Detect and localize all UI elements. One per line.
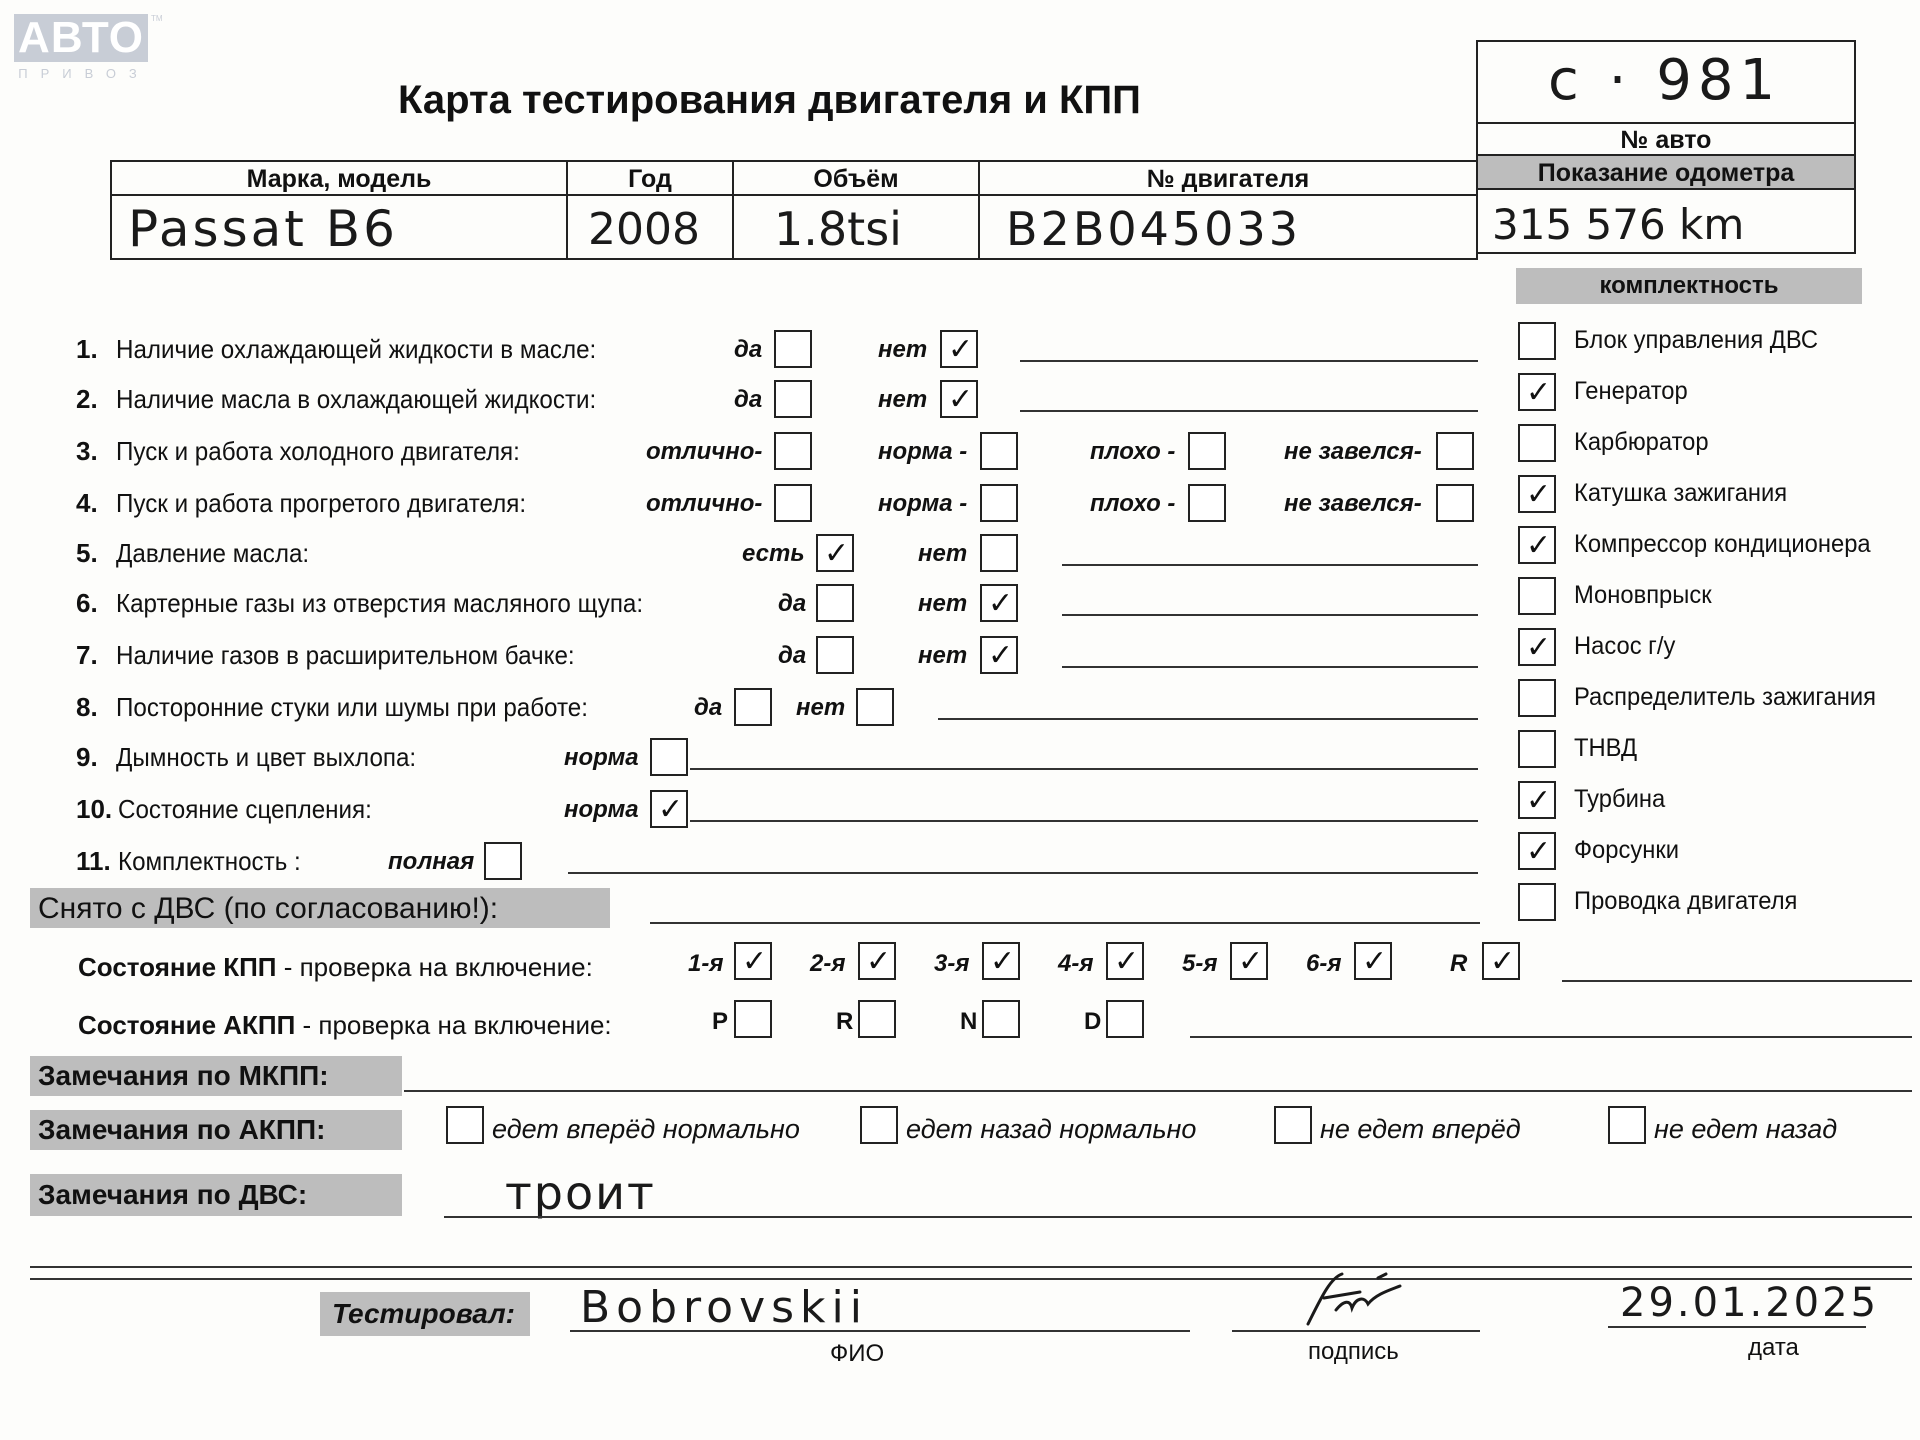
- logo-tm: ТМ: [151, 14, 163, 23]
- completeness-label: Блок управления ДВС: [1574, 326, 1819, 354]
- item-text: Давление масла:: [116, 538, 310, 568]
- option-checkbox[interactable]: [774, 380, 812, 418]
- akpp-remark-label: едет назад нормально: [906, 1114, 1197, 1144]
- item-number: 8.: [76, 692, 98, 722]
- completeness-label: Компрессор кондиционера: [1574, 530, 1871, 558]
- item-number: 7.: [76, 640, 98, 670]
- volume-header: [732, 160, 980, 196]
- kpp-gear-label: 6-я: [1306, 950, 1342, 977]
- car-number-label-cell: [1476, 122, 1856, 156]
- remarks-mkpp-section: [30, 1056, 402, 1096]
- signature: [1290, 1270, 1420, 1334]
- make-label: Марка, модель: [246, 165, 432, 193]
- date-caption: дата: [1748, 1334, 1799, 1361]
- name-caption: ФИО: [830, 1340, 885, 1367]
- check-mark: ✓: [866, 945, 892, 978]
- remarks-dvs-section: [30, 1174, 402, 1216]
- check-mark: ✓: [1238, 945, 1264, 978]
- option-checkbox[interactable]: [816, 584, 854, 622]
- completeness-label: Форсунки: [1574, 836, 1680, 864]
- year-cell: [566, 194, 734, 260]
- item-answer-line: [1020, 360, 1478, 362]
- completeness-checkbox[interactable]: [1518, 883, 1556, 921]
- option-label: не завелся-: [1284, 438, 1422, 465]
- kpp-line: [1562, 980, 1912, 982]
- option-label: да: [778, 642, 807, 669]
- completeness-checkbox[interactable]: [1518, 628, 1556, 666]
- option-label: норма: [564, 744, 639, 771]
- check-mark: ✓: [658, 793, 684, 826]
- option-label: нет: [796, 694, 846, 721]
- engine-value: B2B045033: [1006, 202, 1301, 256]
- kpp-gear-label: 2-я: [810, 950, 846, 977]
- item-number: 1.: [76, 334, 98, 364]
- check-mark: ✓: [1526, 478, 1552, 511]
- check-mark: ✓: [742, 945, 768, 978]
- kpp-gear-label: R: [1450, 950, 1468, 977]
- option-checkbox[interactable]: [980, 584, 1018, 622]
- engine-header: [978, 160, 1478, 196]
- engine-label: № двигателя: [1146, 165, 1310, 193]
- option-checkbox[interactable]: [734, 688, 772, 726]
- item-number: 3.: [76, 436, 98, 466]
- remarks-mkpp-label: Замечания по МКПП:: [38, 1060, 329, 1091]
- remarks-dvs-value: троит: [505, 1166, 656, 1220]
- check-mark: ✓: [824, 537, 850, 570]
- option-label: нет: [878, 386, 928, 413]
- option-label: норма -: [878, 438, 968, 465]
- odometer-header: [1476, 154, 1856, 190]
- option-label: плохо -: [1090, 438, 1176, 465]
- option-checkbox[interactable]: [940, 380, 978, 418]
- option-label: отлично-: [646, 438, 763, 465]
- date-line: [1608, 1326, 1866, 1328]
- item-text: Наличие охлаждающей жидкости в масле:: [116, 334, 597, 364]
- volume-cell: [732, 194, 980, 260]
- item-text: Наличие масла в охлаждающей жидкости:: [116, 384, 597, 414]
- odometer-cell: [1476, 188, 1856, 254]
- check-mark: ✓: [1490, 945, 1516, 978]
- make-value: Passat B6: [128, 200, 398, 258]
- option-checkbox[interactable]: [650, 790, 688, 828]
- completeness-label: Карбюратор: [1574, 428, 1709, 456]
- item-text: Пуск и работа холодного двигателя:: [116, 436, 520, 466]
- signature-line: [1232, 1330, 1480, 1332]
- option-checkbox[interactable]: [816, 534, 854, 572]
- removed-section: [30, 888, 610, 928]
- item-answer-line: [1020, 410, 1478, 412]
- item-number: 9.: [76, 742, 98, 772]
- kpp-gear-checkbox[interactable]: [982, 942, 1020, 980]
- option-checkbox[interactable]: [980, 432, 1018, 470]
- kpp-label-bold: Состояние КПП: [78, 952, 277, 982]
- completeness-label: Моновпрыск: [1574, 581, 1712, 609]
- option-label: да: [778, 590, 807, 617]
- completeness-title: комплектность: [1599, 272, 1779, 299]
- item-text: Картерные газы из отверстия масляного щупа:: [116, 588, 644, 618]
- remarks-extra-line: [30, 1266, 1912, 1268]
- check-mark: ✓: [988, 587, 1014, 620]
- kpp-gear-checkbox[interactable]: [1106, 942, 1144, 980]
- option-label: да: [734, 386, 763, 413]
- completeness-label: Насос г/у: [1574, 632, 1676, 660]
- akpp-remark-label: не едет назад: [1654, 1114, 1838, 1144]
- remarks-akpp-label: Замечания по АКПП:: [38, 1114, 326, 1145]
- option-checkbox[interactable]: [856, 688, 894, 726]
- option-checkbox[interactable]: [484, 842, 522, 880]
- option-checkbox[interactable]: [980, 636, 1018, 674]
- akpp-remark-checkbox[interactable]: [1608, 1106, 1646, 1144]
- akpp-mode-checkbox[interactable]: [858, 1000, 896, 1038]
- completeness-checkbox[interactable]: [1518, 781, 1556, 819]
- completeness-checkbox[interactable]: [1518, 730, 1556, 768]
- removed-line: [650, 922, 1480, 924]
- akpp-label: [78, 1010, 612, 1041]
- make-cell: [110, 194, 568, 260]
- completeness-label: Проводка двигателя: [1574, 887, 1798, 915]
- item-answer-line: [568, 872, 1478, 874]
- car-number-label: № авто: [1620, 126, 1712, 154]
- completeness-checkbox[interactable]: [1518, 424, 1556, 462]
- option-checkbox[interactable]: [774, 330, 812, 368]
- check-mark: ✓: [1362, 945, 1388, 978]
- completeness-checkbox[interactable]: [1518, 475, 1556, 513]
- kpp-gear-label: 4-я: [1058, 950, 1094, 977]
- akpp-mode-checkbox[interactable]: [982, 1000, 1020, 1038]
- akpp-mode-checkbox[interactable]: [1106, 1000, 1144, 1038]
- year-value: 2008: [588, 204, 700, 255]
- odometer-value: 315 576 km: [1492, 200, 1745, 249]
- option-label: есть: [742, 540, 805, 567]
- akpp-remark-label: не едет вперёд: [1320, 1114, 1521, 1144]
- completeness-label: Распределитель зажигания: [1574, 683, 1877, 711]
- engine-cell: [978, 194, 1478, 260]
- option-label: норма: [564, 796, 639, 823]
- kpp-label: [78, 952, 593, 983]
- logo-sub: ПРИВОЗ: [18, 66, 150, 81]
- completeness-checkbox[interactable]: [1518, 577, 1556, 615]
- option-label: не завелся-: [1284, 490, 1422, 517]
- item-text: Наличие газов в расширительном бачке:: [116, 640, 575, 670]
- check-mark: ✓: [948, 383, 974, 416]
- item-number: 11.: [76, 846, 111, 876]
- item-answer-line: [1062, 564, 1478, 566]
- check-mark: ✓: [1526, 784, 1552, 817]
- kpp-gear-checkbox[interactable]: [858, 942, 896, 980]
- year-header: [566, 160, 734, 196]
- option-label: нет: [918, 540, 968, 567]
- check-mark: ✓: [1526, 631, 1552, 664]
- item-number: 5.: [76, 538, 98, 568]
- date-value: 29.01.2025: [1620, 1280, 1880, 1326]
- item-text: Состояние сцепления:: [118, 794, 372, 824]
- check-mark: ✓: [1526, 835, 1552, 868]
- item-number: 4.: [76, 488, 98, 518]
- option-label: отлично-: [646, 490, 763, 517]
- removed-label: Снято с ДВС (по согласованию!):: [38, 892, 499, 925]
- option-label: да: [734, 336, 763, 363]
- item-number: 2.: [76, 384, 98, 414]
- akpp-mode-checkbox[interactable]: [734, 1000, 772, 1038]
- tester-name: Bobrovskii: [580, 1282, 868, 1333]
- check-mark: ✓: [1114, 945, 1140, 978]
- item-text: Комплектность :: [118, 846, 301, 876]
- akpp-label-bold: Состояние АКПП: [78, 1010, 296, 1040]
- check-mark: ✓: [948, 333, 974, 366]
- option-checkbox[interactable]: [1436, 432, 1474, 470]
- option-checkbox[interactable]: [940, 330, 978, 368]
- kpp-gear-label: 1-я: [688, 950, 724, 977]
- completeness-label: Катушка зажигания: [1574, 479, 1788, 507]
- volume-value: 1.8tsi: [774, 202, 902, 256]
- option-label: полная: [388, 848, 475, 875]
- option-checkbox[interactable]: [774, 484, 812, 522]
- completeness-checkbox[interactable]: [1518, 832, 1556, 870]
- item-number: 10.: [76, 794, 113, 824]
- akpp-mode-label: N: [960, 1008, 978, 1035]
- option-checkbox[interactable]: [774, 432, 812, 470]
- akpp-remark-label: едет вперёд нормально: [492, 1114, 800, 1144]
- option-label: нет: [878, 336, 928, 363]
- option-label: плохо -: [1090, 490, 1176, 517]
- signature-caption: подпись: [1308, 1338, 1399, 1365]
- option-checkbox[interactable]: [980, 534, 1018, 572]
- check-mark: ✓: [990, 945, 1016, 978]
- remarks-dvs-label: Замечания по ДВС:: [38, 1179, 308, 1210]
- option-label: нет: [918, 642, 968, 669]
- item-answer-line: [1062, 614, 1478, 616]
- option-checkbox[interactable]: [1188, 432, 1226, 470]
- item-answer-line: [1062, 666, 1478, 668]
- option-checkbox[interactable]: [1436, 484, 1474, 522]
- option-checkbox[interactable]: [980, 484, 1018, 522]
- akpp-mode-label: D: [1084, 1008, 1102, 1035]
- year-label: Год: [628, 165, 672, 193]
- kpp-gear-checkbox[interactable]: [1354, 942, 1392, 980]
- completeness-checkbox[interactable]: [1518, 679, 1556, 717]
- item-answer-line: [938, 718, 1478, 720]
- check-mark: ✓: [1526, 376, 1552, 409]
- option-label: да: [694, 694, 723, 721]
- item-answer-line: [690, 820, 1478, 822]
- completeness-checkbox[interactable]: [1518, 373, 1556, 411]
- kpp-gear-label: 5-я: [1182, 950, 1218, 977]
- volume-label: Объём: [813, 165, 899, 193]
- akpp-mode-label: R: [836, 1008, 854, 1035]
- kpp-gear-checkbox[interactable]: [1230, 942, 1268, 980]
- option-label: нет: [918, 590, 968, 617]
- option-checkbox[interactable]: [1188, 484, 1226, 522]
- tested-label: Тестировал:: [332, 1298, 515, 1329]
- remarks-dvs-line: [444, 1216, 1912, 1218]
- kpp-gear-label: 3-я: [934, 950, 970, 977]
- odometer-label: Показание одометра: [1537, 159, 1795, 187]
- make-header: [110, 160, 568, 196]
- option-checkbox[interactable]: [816, 636, 854, 674]
- completeness-label: ТНВД: [1574, 734, 1638, 762]
- akpp-label-rest: - проверка на включение:: [295, 1010, 612, 1040]
- item-number: 6.: [76, 588, 98, 618]
- completeness-checkbox[interactable]: [1518, 322, 1556, 360]
- remarks-mkpp-line: [404, 1090, 1912, 1092]
- akpp-line: [1190, 1036, 1912, 1038]
- akpp-remark-checkbox[interactable]: [1274, 1106, 1312, 1144]
- item-text: Пуск и работа прогретого двигателя:: [116, 488, 527, 518]
- completeness-header: [1516, 268, 1862, 304]
- completeness-label: Турбина: [1574, 785, 1666, 813]
- kpp-gear-checkbox[interactable]: [1482, 942, 1520, 980]
- kpp-label-rest: - проверка на включение:: [276, 952, 593, 982]
- remarks-akpp-section: [30, 1110, 402, 1150]
- akpp-remark-checkbox[interactable]: [860, 1106, 898, 1144]
- akpp-mode-label: P: [712, 1008, 729, 1035]
- item-text: Дымность и цвет выхлопа:: [116, 742, 417, 772]
- completeness-checkbox[interactable]: [1518, 526, 1556, 564]
- kpp-gear-checkbox[interactable]: [734, 942, 772, 980]
- check-mark: ✓: [1526, 529, 1552, 562]
- tested-section: [320, 1292, 530, 1336]
- logo-main: АВТО: [14, 14, 148, 62]
- logo: [14, 13, 163, 81]
- option-checkbox[interactable]: [650, 738, 688, 776]
- page-title: Карта тестирования двигателя и КПП: [398, 78, 1141, 122]
- check-mark: ✓: [988, 639, 1014, 672]
- akpp-remark-checkbox[interactable]: [446, 1106, 484, 1144]
- option-label: норма -: [878, 490, 968, 517]
- car-number-value: c · 981: [1548, 48, 1782, 113]
- item-answer-line: [690, 768, 1478, 770]
- item-text: Посторонние стуки или шумы при работе:: [116, 692, 588, 722]
- name-line: [570, 1330, 1190, 1332]
- car-number-box: [1476, 40, 1856, 124]
- completeness-label: Генератор: [1574, 377, 1688, 405]
